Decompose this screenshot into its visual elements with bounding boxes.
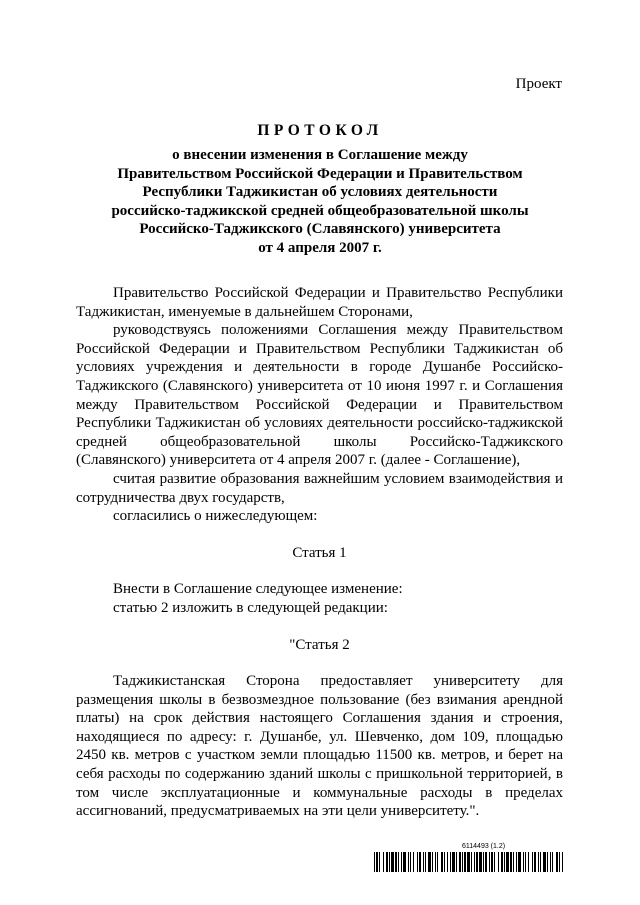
barcode-bar	[510, 852, 512, 872]
barcode-bar	[450, 852, 451, 872]
barcode-bar	[447, 852, 448, 872]
barcode-bar	[528, 852, 529, 872]
barcode-bar	[403, 852, 406, 872]
barcode-bar	[476, 852, 478, 872]
barcode-bar	[494, 852, 495, 872]
paragraph-agreed: согласились о нижеследующем:	[113, 508, 318, 525]
document-title: ПРОТОКОЛ	[257, 122, 383, 139]
barcode-bar	[538, 852, 539, 872]
barcode-bar	[376, 852, 378, 872]
barcode-bar	[516, 852, 517, 872]
barcode-bar	[452, 852, 455, 872]
barcode-bar	[459, 852, 461, 872]
barcode-bar	[410, 852, 411, 872]
paragraph-article2-text: Таджикистанская Сторона предоставляет университету для размещения школы в безвозмездное пользование (без взимания арендной платы) на срок действия настоящего Соглашения здания и строения, находящиеся по адресу: г. Душанбе, ул. Шевченко, дом 109, площадью 2450 кв. метров с участком земли площадью 11500 кв. метров, и берет на себя расходы по содержанию зданий школы с пришкольной территорией, в том числе эксплуатационные и коммунальные расходы в пределах ассигнований, предусматриваемых на эти цели университету.".	[76, 673, 563, 820]
barcode-bar	[523, 852, 524, 872]
barcode-number: 6114493 (1.2)	[462, 843, 506, 850]
paragraph-amend: Внести в Соглашение следующее изменение:	[113, 581, 403, 598]
barcode-bar	[423, 852, 424, 872]
barcode-bar	[471, 852, 472, 872]
barcode	[374, 852, 564, 872]
barcode-bar	[391, 852, 394, 872]
paragraph-guided-by: руководствуясь положениями Соглашения между Правительством Российской Федерации и Правительством Республики Таджикистан об условиях учреждения и деятельности в городе Душанбе Российско-Таджикского (Славянского) университета от 10 июня 1997 г. и Соглашения между Правительством Российской Федерации и Правительством Республики Таджикистан об условиях деятельности российско-таджикской средней общеобразовательной школы Российско-Таджикского (Славянского) университета от 4 апреля 2007 г. (далее - Соглашение),	[76, 322, 563, 469]
subtitle-line: Правительством Российской Федерации и Правительством	[117, 165, 523, 182]
subtitle-line: Российско-Таджикского (Славянского) университета	[139, 221, 501, 238]
barcode-bar	[437, 852, 438, 872]
barcode-bar	[491, 852, 493, 872]
barcode-bar	[419, 852, 421, 872]
barcode-bar	[556, 852, 558, 872]
barcode-bar	[543, 852, 546, 872]
barcode-bar	[395, 852, 397, 872]
barcode-bar	[386, 852, 388, 872]
document-subtitle	[0, 146, 640, 258]
document-body	[76, 284, 563, 821]
barcode-bar	[552, 852, 553, 872]
paragraph-article2-wording: статью 2 изложить в следующей редакции:	[113, 599, 388, 616]
barcode-bar	[479, 852, 482, 872]
barcode-bar	[485, 852, 487, 872]
subtitle-line: российско-таджикской средней общеобразовательной школы	[111, 202, 529, 219]
subtitle-line: о внесении изменения в Соглашение между	[172, 147, 468, 163]
barcode-bar	[401, 852, 402, 872]
barcode-bar	[398, 852, 399, 872]
article-2-heading: "Статья 2	[289, 636, 350, 653]
barcode-bar	[408, 852, 409, 872]
project-label: Проект	[515, 76, 562, 92]
paragraph-considering: считая развитие образования важнейшим условием взаимодействия и сотрудничества двух государств,	[76, 470, 563, 506]
barcode-bar	[501, 852, 503, 872]
barcode-bar	[389, 852, 390, 872]
barcode-bar	[444, 852, 445, 872]
paragraph-parties: Правительство Российской Федерации и Правительство Республики Таджикистан, именуемые в дальнейшем Сторонами,	[76, 285, 563, 320]
article-1-heading: Статья 1	[292, 544, 347, 561]
barcode-bar	[413, 852, 414, 872]
barcode-bar	[425, 852, 426, 872]
barcode-bar	[534, 852, 536, 872]
barcode-bar	[550, 852, 551, 872]
subtitle-line: от 4 апреля 2007 г.	[258, 239, 382, 256]
barcode-bar	[547, 852, 548, 872]
barcode-bar	[498, 852, 499, 872]
barcode-bar	[374, 852, 375, 872]
barcode-bar	[464, 852, 466, 872]
barcode-bar	[417, 852, 418, 872]
barcode-bar	[432, 852, 433, 872]
barcode-bar	[525, 852, 526, 872]
barcode-bar	[379, 852, 380, 872]
barcode-bar	[540, 852, 541, 872]
barcode-bar	[504, 852, 505, 872]
barcode-bar	[489, 852, 490, 872]
barcode-bar	[483, 852, 484, 872]
barcode-bar	[562, 852, 563, 872]
barcode-bar	[518, 852, 521, 872]
barcode-bar	[441, 852, 443, 872]
barcode-bar	[559, 852, 560, 872]
barcode-bar	[456, 852, 457, 872]
barcode-bar	[462, 852, 463, 872]
subtitle-line: Республики Таджикистан об условиях деятельности	[142, 184, 498, 201]
barcode-bar	[474, 852, 475, 872]
barcode-bar	[532, 852, 533, 872]
barcode-bar	[383, 852, 384, 872]
barcode-bar	[435, 852, 436, 872]
barcode-bar	[513, 852, 514, 872]
barcode-bar	[467, 852, 470, 872]
barcode-bar	[506, 852, 509, 872]
barcode-bar	[428, 852, 431, 872]
